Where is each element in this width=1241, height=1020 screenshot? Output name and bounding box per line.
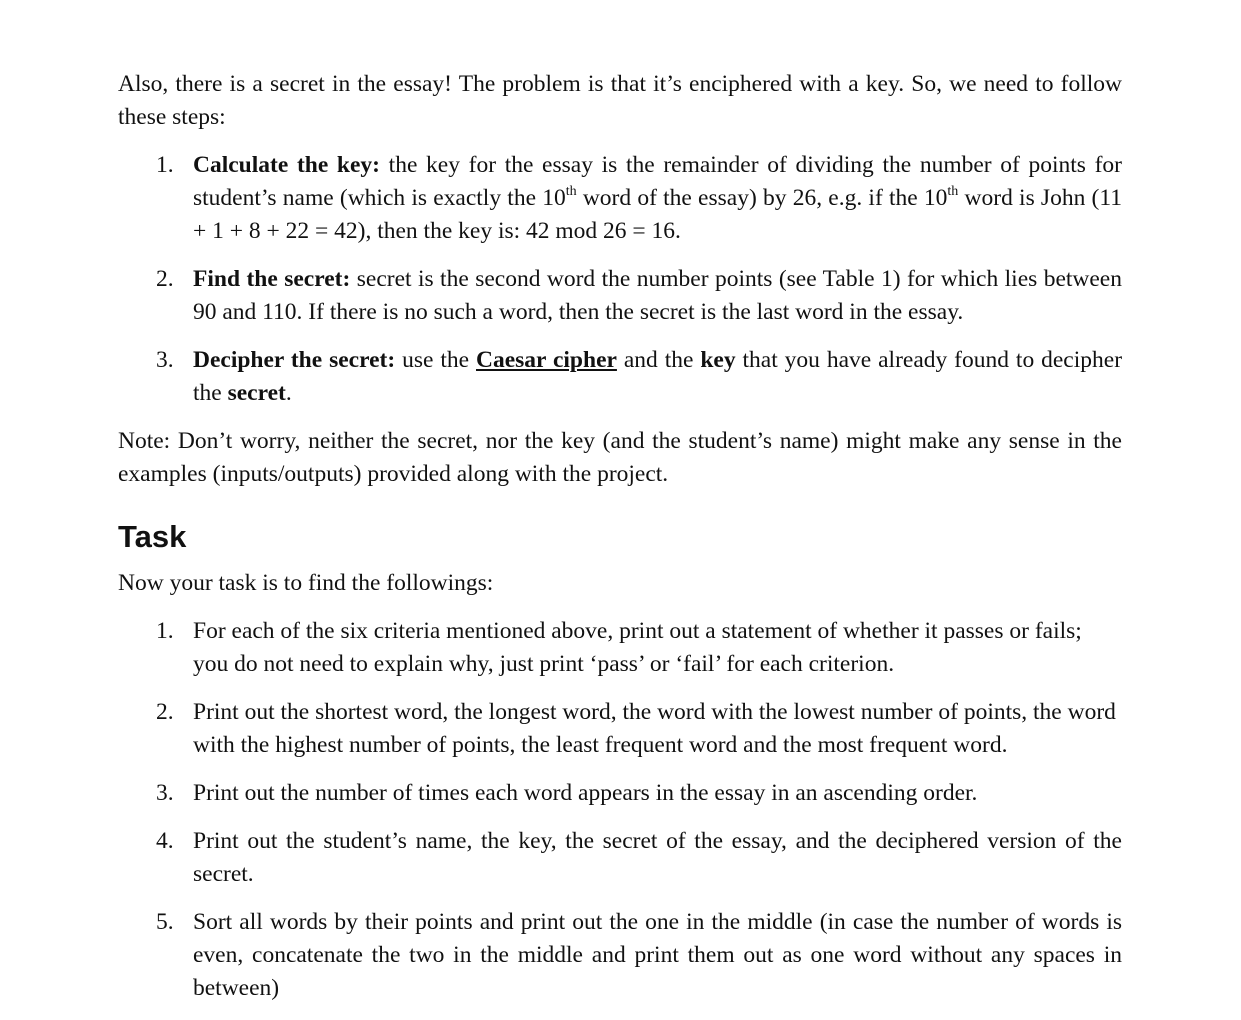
list-number: 2. (156, 699, 174, 725)
steps-list (118, 149, 1122, 410)
step-item-calculate-key (118, 149, 1122, 248)
step-text: that you have already found to decipher the (193, 347, 1123, 406)
task-list (118, 615, 1122, 1005)
task-heading: Task (118, 519, 187, 554)
superscript: th (947, 184, 959, 200)
step-title: Calculate the key: (193, 152, 381, 178)
bold-key: key (700, 347, 736, 373)
task-item-text: Sort all words by their points and print out the one in the middle (in case the number of words is even, concatenate the two in the middle and print them out as one word without any spaces in between) (193, 909, 1122, 1001)
task-item (118, 615, 1122, 681)
superscript: th (565, 184, 577, 200)
step-text: secret is the second word the number points (see Table 1) for which lies between 90 and 110. If there is no such a word, then the secret is the last word in the essay. (193, 266, 1122, 325)
task-item (118, 906, 1122, 1005)
task-item-text: Print out the shortest word, the longest word, the word with the lowest number of points, the word with the highest number of points, the least frequent word and the most frequent word. (193, 699, 1116, 758)
task-item-text: Print out the number of times each word appears in the essay in an ascending order. (193, 780, 978, 806)
step-text: word of the essay) by 26, e.g. if the 10 (576, 185, 948, 211)
list-number: 3. (156, 780, 174, 806)
bold-secret: secret (227, 380, 286, 406)
list-number: 1. (156, 152, 174, 178)
intro-paragraph: Also, there is a secret in the essay! The problem is that it’s enciphered with a key. So, we need to follow these steps: (118, 71, 1122, 130)
list-number: 2. (156, 266, 174, 292)
list-number: 3. (156, 347, 174, 373)
task-item-text: Print out the student’s name, the key, the secret of the essay, and the deciphered version of the secret. (193, 828, 1122, 887)
note-paragraph: Note: Don’t worry, neither the secret, nor the key (and the student’s name) might make any sense in the examples (inputs/outputs) provided along with the project. (118, 428, 1122, 487)
task-intro: Now your task is to find the followings: (118, 570, 494, 596)
step-item-decipher-secret (118, 344, 1122, 410)
caesar-cipher-link[interactable]: Caesar cipher (476, 347, 617, 373)
step-text: . (285, 380, 292, 406)
step-text: the key for the essay is the remainder of dividing the number of points for student’s name (which is exactly the 10 (193, 152, 1123, 211)
list-number: 5. (156, 909, 174, 935)
step-item-find-secret (118, 263, 1122, 329)
step-text: and the (616, 347, 701, 373)
task-item (118, 825, 1122, 891)
step-title: Decipher the secret: (193, 347, 396, 373)
list-number: 1. (156, 618, 174, 644)
step-title: Find the secret: (193, 266, 351, 292)
document-page (118, 68, 1122, 1020)
list-number: 4. (156, 828, 174, 854)
task-item-text: For each of the six criteria mentioned above, print out a statement of whether it passes or fails; you do not need to explain why, just print ‘pass’ or ‘fail’ for each criterion. (193, 618, 1082, 677)
step-text: use the (395, 347, 476, 373)
step-text: word is John (11 + 1 + 8 + 22 = 42), then the key is: 42 mod 26 = 16. (193, 185, 1122, 244)
task-item (118, 696, 1122, 762)
task-item (118, 777, 1122, 810)
